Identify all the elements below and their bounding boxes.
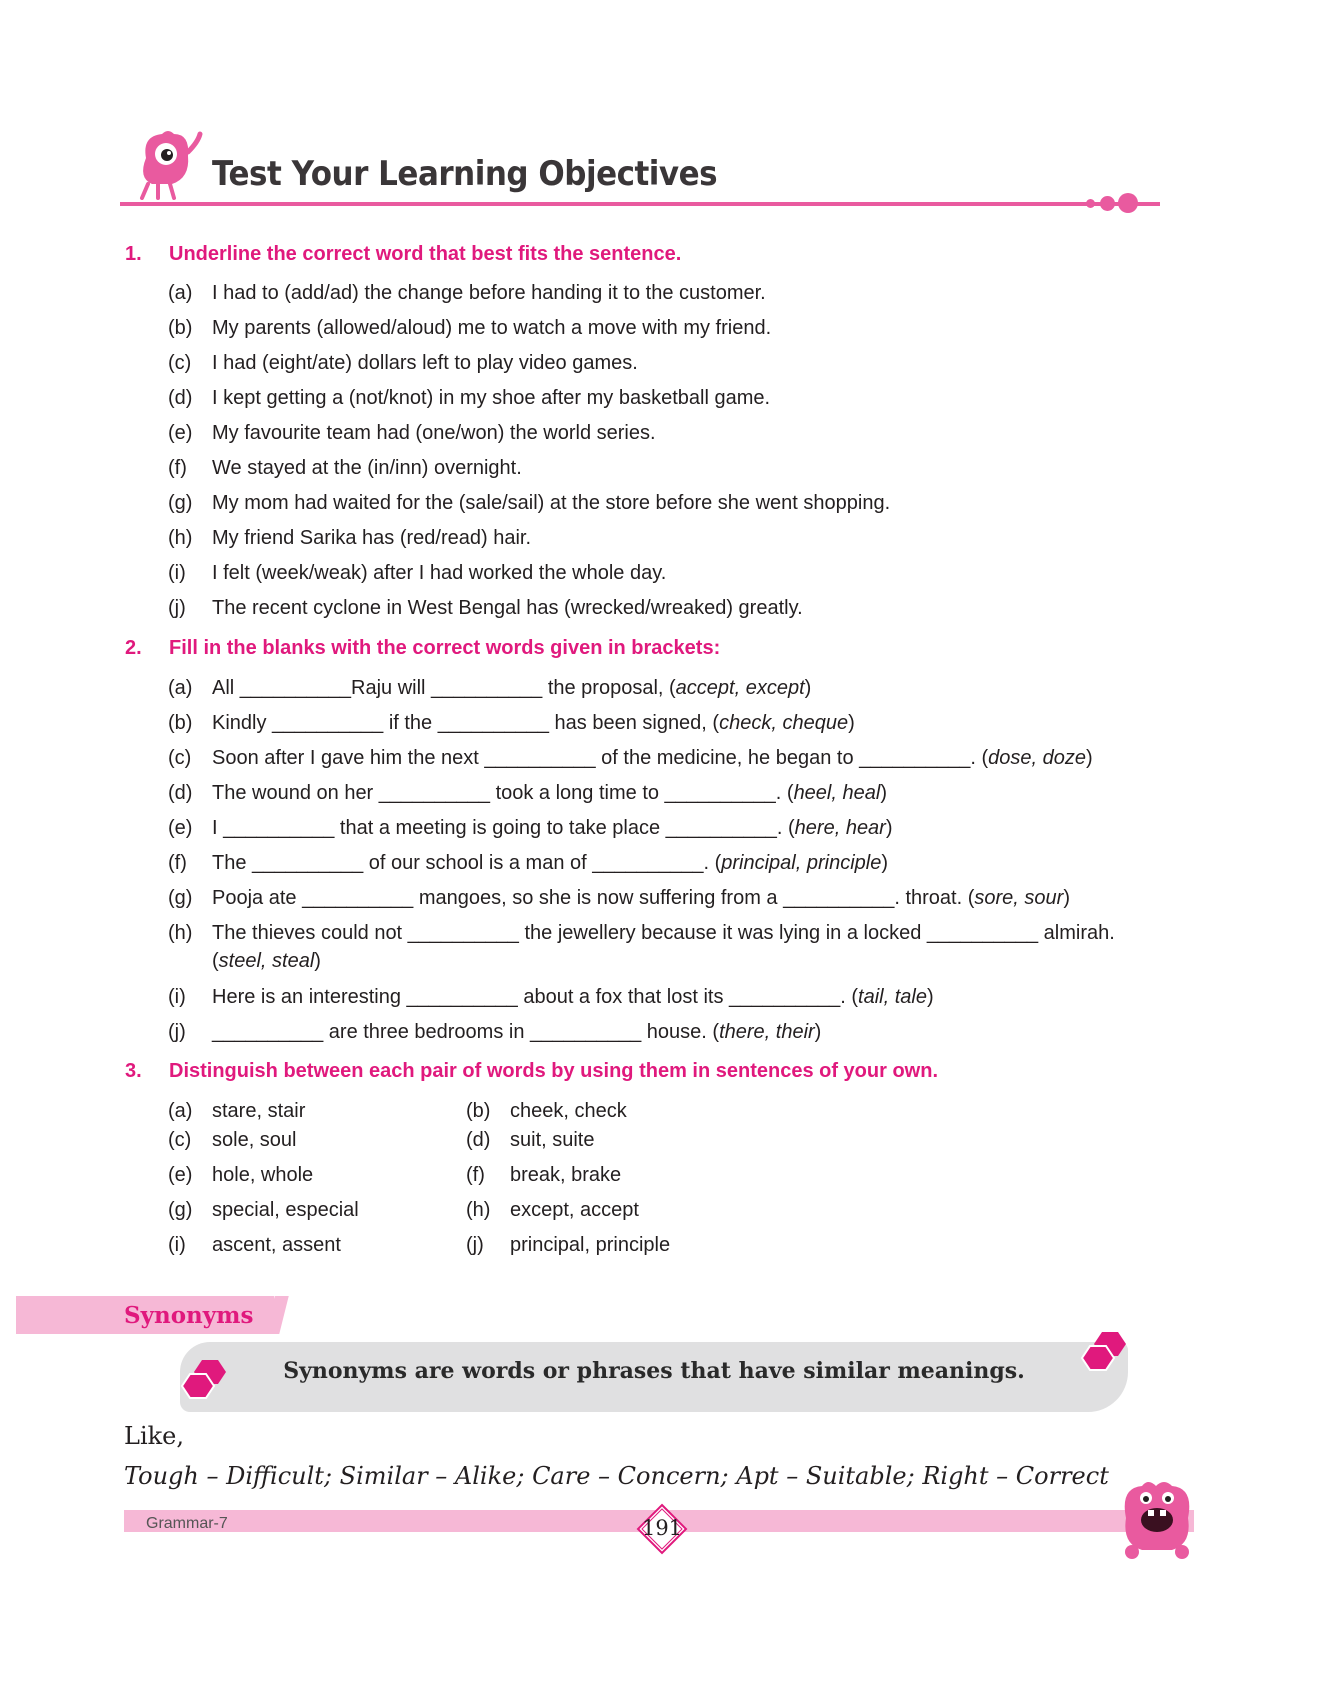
list-item bbox=[168, 1019, 821, 1046]
list-item bbox=[168, 984, 934, 1011]
list-item bbox=[168, 885, 1070, 912]
item-label: (a) bbox=[168, 677, 193, 699]
list-item bbox=[168, 385, 770, 412]
item-text: My favourite team had (one/won) the world series. bbox=[212, 422, 656, 444]
word-choices: heel, heal bbox=[793, 782, 881, 804]
item-text-end: ) bbox=[885, 817, 893, 839]
list-item bbox=[168, 675, 811, 702]
list-item bbox=[466, 1129, 594, 1152]
definition-text: Synonyms are words or phrases that have similar meanings. bbox=[283, 1358, 1025, 1384]
word-choices: there, their bbox=[719, 1021, 815, 1043]
item-label: (g) bbox=[168, 1199, 193, 1221]
list-item-continuation bbox=[168, 948, 321, 975]
item-text: stare, stair bbox=[212, 1100, 306, 1122]
item-text: Kindly __________ if the __________ has been signed, ( bbox=[212, 712, 720, 734]
item-text: My parents (allowed/aloud) me to watch a move with my friend. bbox=[212, 317, 772, 339]
book-title: Grammar-7 bbox=[146, 1515, 228, 1532]
list-item bbox=[168, 350, 638, 377]
word-choices: steel, steal bbox=[218, 950, 315, 972]
item-text: suit, suite bbox=[510, 1129, 595, 1151]
item-label: (e) bbox=[168, 1164, 193, 1186]
list-item bbox=[168, 1164, 313, 1187]
list-item bbox=[168, 490, 890, 517]
item-text-end: ) bbox=[881, 852, 889, 874]
word-choices: here, hear bbox=[794, 817, 886, 839]
item-label: (c) bbox=[168, 1129, 192, 1151]
item-text: The wound on her __________ took a long time to __________. ( bbox=[212, 782, 794, 804]
word-choices: sore, sour bbox=[974, 887, 1064, 909]
item-text-end: ) bbox=[1086, 747, 1093, 769]
item-text: except, accept bbox=[510, 1199, 639, 1221]
header-rule bbox=[120, 202, 1160, 206]
item-label: (b) bbox=[168, 712, 193, 734]
item-text: We stayed at the (in/inn) overnight. bbox=[212, 457, 522, 479]
question-number: 3. bbox=[125, 1060, 142, 1082]
word-choices: tail, tale bbox=[858, 986, 927, 1008]
item-text: Here is an interesting __________ about a fox that lost its __________. ( bbox=[212, 986, 859, 1008]
list-item bbox=[168, 745, 1093, 772]
list-item bbox=[168, 1199, 359, 1222]
item-label: (f) bbox=[168, 852, 187, 874]
item-text: Pooja ate __________ mangoes, so she is now suffering from a __________. throat. ( bbox=[212, 887, 975, 909]
item-text: The thieves could not __________ the jewellery because it was lying in a locked __________ almirah. bbox=[212, 922, 1115, 944]
list-item bbox=[466, 1164, 621, 1187]
item-label: (f) bbox=[168, 457, 187, 479]
header-dot bbox=[1086, 199, 1095, 208]
item-label: (i) bbox=[168, 1234, 186, 1256]
item-label: (b) bbox=[168, 317, 193, 339]
item-label: (g) bbox=[168, 492, 193, 514]
examples-list: Tough – Difficult; Similar – Alike; Care – Concern; Apt – Suitable; Right – Correct bbox=[124, 1462, 1109, 1490]
item-label: (i) bbox=[168, 986, 186, 1008]
word-choices: accept, except bbox=[675, 677, 805, 699]
list-item bbox=[168, 560, 666, 587]
list-item bbox=[168, 455, 522, 482]
item-label: (f) bbox=[466, 1164, 485, 1186]
item-text-end: ) bbox=[848, 712, 855, 734]
section-title: Synonyms bbox=[124, 1302, 254, 1329]
word-choices: dose, doze bbox=[988, 747, 1086, 769]
item-label: (h) bbox=[168, 922, 193, 944]
examples-intro: Like, bbox=[124, 1422, 184, 1450]
question-1-heading bbox=[125, 243, 681, 266]
item-text: cheek, check bbox=[510, 1100, 627, 1122]
item-text: I had (eight/ate) dollars left to play video games. bbox=[212, 352, 638, 374]
item-text: principal, principle bbox=[510, 1234, 671, 1256]
item-text: I __________ that a meeting is going to take place __________. ( bbox=[212, 817, 795, 839]
item-text: The __________ of our school is a man of __________. ( bbox=[212, 852, 722, 874]
list-item bbox=[168, 1129, 297, 1152]
page-title: Test Your Learning Objectives bbox=[212, 154, 718, 194]
item-text-end: ) bbox=[1063, 887, 1070, 909]
item-text: break, brake bbox=[510, 1164, 622, 1186]
item-label: (i) bbox=[168, 562, 186, 584]
item-text: __________ are three bedrooms in __________ house. ( bbox=[212, 1021, 720, 1043]
item-text-end: ) bbox=[814, 1021, 822, 1043]
list-item bbox=[466, 1100, 627, 1123]
item-label: (d) bbox=[168, 782, 193, 804]
item-text: My friend Sarika has (red/read) hair. bbox=[212, 527, 532, 549]
item-label: (e) bbox=[168, 422, 193, 444]
list-item bbox=[466, 1199, 639, 1222]
item-label: (d) bbox=[466, 1129, 491, 1151]
question-number: 1. bbox=[125, 243, 142, 265]
item-text: ( bbox=[212, 950, 219, 972]
monster-mascot-icon bbox=[128, 128, 208, 200]
list-item bbox=[168, 1100, 305, 1123]
item-label: (j) bbox=[168, 597, 186, 619]
item-text-end: ) bbox=[804, 677, 812, 699]
item-text: hole, whole bbox=[212, 1164, 314, 1186]
item-label: (g) bbox=[168, 887, 193, 909]
question-text: Distinguish between each pair of words by using them in sentences of your own. bbox=[169, 1060, 939, 1082]
item-label: (c) bbox=[168, 352, 192, 374]
item-text: I kept getting a (not/knot) in my shoe after my basketball game. bbox=[212, 387, 771, 409]
item-text: All __________Raju will __________ the proposal, ( bbox=[212, 677, 676, 699]
list-item bbox=[168, 815, 893, 842]
item-text: I had to (add/ad) the change before handing it to the customer. bbox=[212, 282, 766, 304]
list-item bbox=[168, 780, 887, 807]
question-2-heading bbox=[125, 637, 720, 660]
item-label: (d) bbox=[168, 387, 193, 409]
question-text: Fill in the blanks with the correct words given in brackets: bbox=[169, 637, 721, 659]
page-number: 191 bbox=[641, 1516, 683, 1540]
header-dot bbox=[1118, 193, 1138, 213]
item-text-end: ) bbox=[880, 782, 887, 804]
list-item bbox=[168, 420, 656, 447]
item-text: The recent cyclone in West Bengal has (wrecked/wreaked) greatly. bbox=[212, 597, 803, 619]
word-choices: check, cheque bbox=[719, 712, 849, 734]
list-item bbox=[168, 710, 855, 737]
item-label: (c) bbox=[168, 747, 192, 769]
item-text: Soon after I gave him the next __________ of the medicine, he began to __________. ( bbox=[212, 747, 989, 769]
list-item bbox=[466, 1234, 670, 1257]
item-text: special, especial bbox=[212, 1199, 359, 1221]
word-choices: principal, principle bbox=[721, 852, 882, 874]
item-label: (j) bbox=[168, 1021, 186, 1043]
list-item bbox=[168, 315, 771, 342]
monster-mascot-icon bbox=[1112, 1478, 1202, 1560]
item-label: (e) bbox=[168, 817, 193, 839]
question-text: Underline the correct word that best fits the sentence. bbox=[169, 243, 682, 265]
list-item bbox=[168, 920, 1115, 947]
question-number: 2. bbox=[125, 637, 142, 659]
item-text-end: ) bbox=[926, 986, 934, 1008]
section-header bbox=[120, 128, 1210, 218]
list-item bbox=[168, 1234, 341, 1257]
item-label: (h) bbox=[466, 1199, 491, 1221]
question-3-heading bbox=[125, 1060, 938, 1083]
item-text: I felt (week/weak) after I had worked the whole day. bbox=[212, 562, 667, 584]
item-text: sole, soul bbox=[212, 1129, 297, 1151]
list-item bbox=[168, 595, 803, 622]
item-label: (j) bbox=[466, 1234, 484, 1256]
item-label: (a) bbox=[168, 282, 193, 304]
item-text: ascent, assent bbox=[212, 1234, 341, 1256]
list-item bbox=[168, 525, 531, 552]
item-label: (h) bbox=[168, 527, 193, 549]
item-label: (b) bbox=[466, 1100, 491, 1122]
header-dot bbox=[1100, 196, 1115, 211]
item-label: (a) bbox=[168, 1100, 193, 1122]
list-item bbox=[168, 850, 888, 877]
item-text-end: ) bbox=[314, 950, 321, 972]
list-item bbox=[168, 280, 766, 307]
item-text: My mom had waited for the (sale/sail) at the store before she went shopping. bbox=[212, 492, 891, 514]
